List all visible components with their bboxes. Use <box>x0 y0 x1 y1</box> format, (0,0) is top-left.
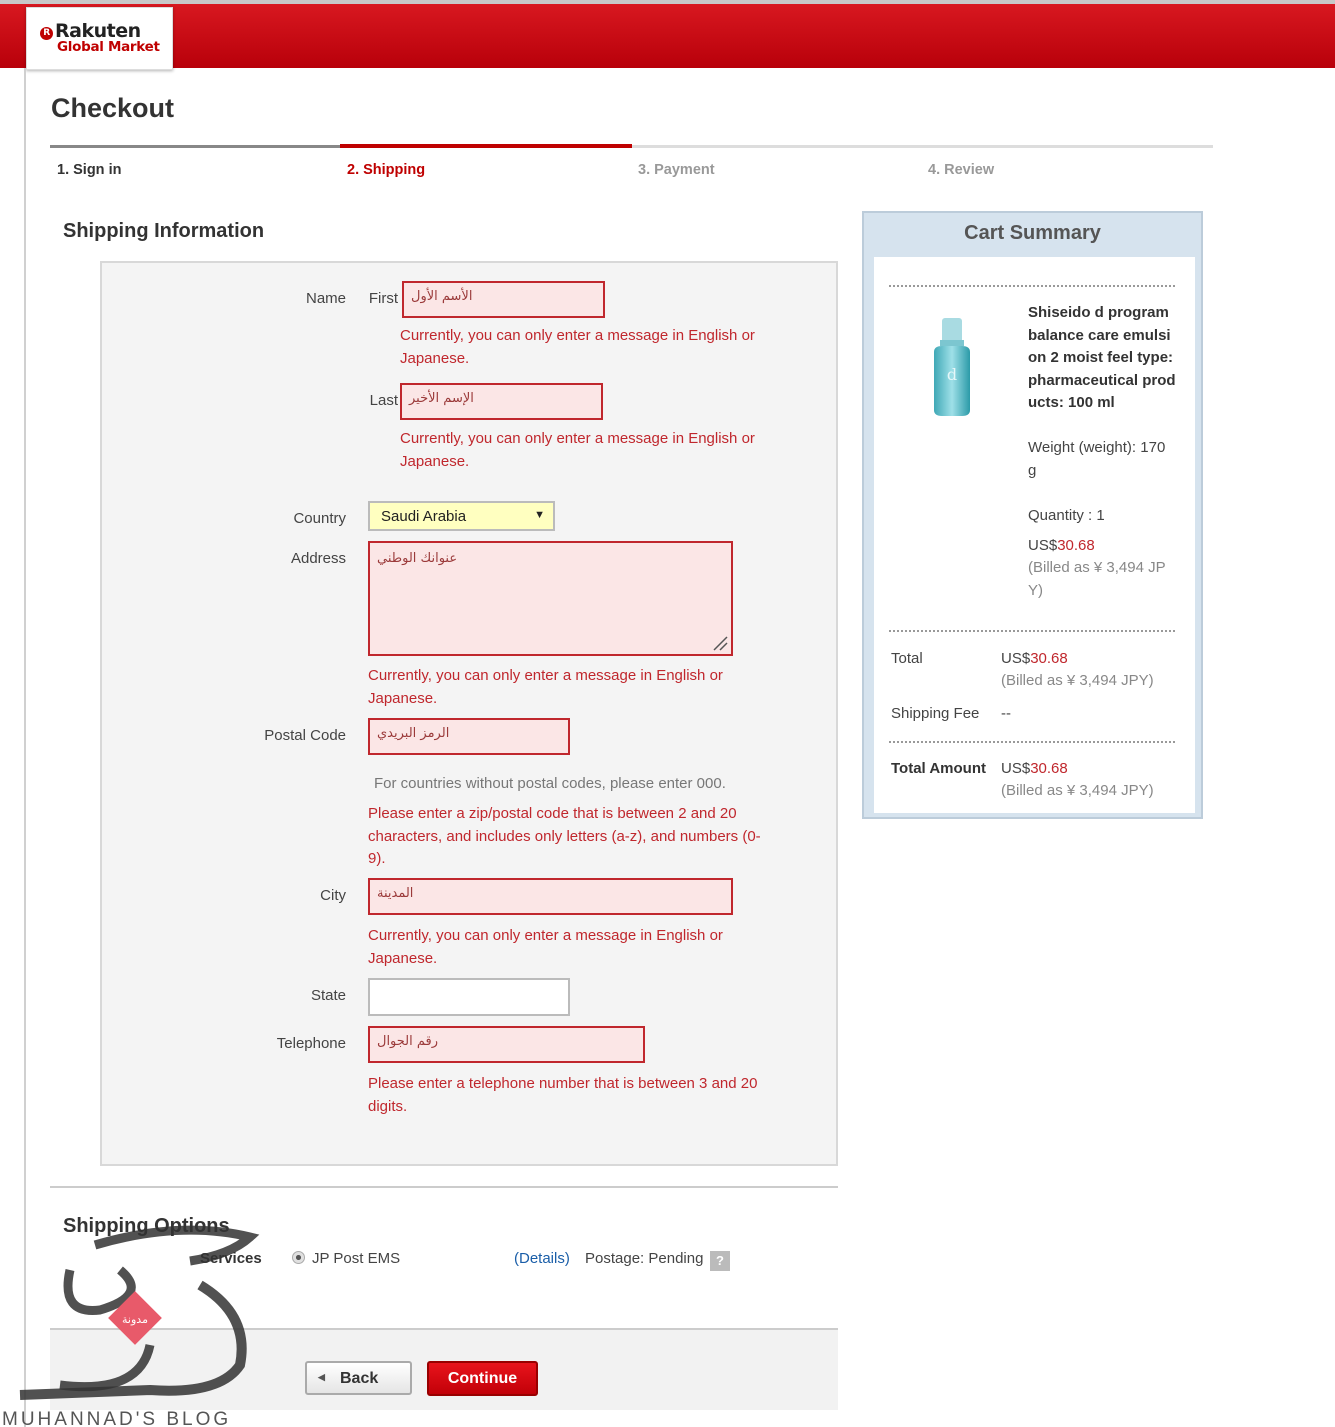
blog-watermark <box>0 1225 270 1427</box>
shipping-fee-value: -- <box>1001 705 1011 722</box>
back-button[interactable] <box>305 1361 412 1395</box>
page-title: Checkout <box>51 93 175 123</box>
product-weight-line2: g <box>1028 461 1037 479</box>
first-name-error-line1: Currently, you can only enter a message in English or <box>400 327 755 344</box>
product-billed-line1: (Billed as ¥ 3,494 JP <box>1028 559 1166 576</box>
services-label: Services <box>200 1250 262 1267</box>
step-review: 4. Review <box>928 162 995 178</box>
telephone-label: Telephone <box>276 1035 346 1052</box>
city-label: City <box>320 887 346 904</box>
total-value: US$30.68 <box>1001 650 1068 667</box>
cart-divider <box>889 630 1175 632</box>
first-name-error-line2: Japanese. <box>400 349 470 367</box>
ems-radio[interactable] <box>292 1251 305 1264</box>
last-name-label: Last <box>369 392 398 409</box>
total-amount-value: US$30.68 <box>1001 760 1068 777</box>
rakuten-mark-icon: R <box>40 27 53 40</box>
telephone-error-line2: digits. <box>368 1097 408 1115</box>
name-label: Name <box>305 290 346 307</box>
postal-code-label: Postal Code <box>264 727 346 744</box>
postal-error-line3: 9). <box>368 850 386 867</box>
city-input[interactable]: المدينة <box>368 878 733 915</box>
total-amount-billed: (Billed as ¥ 3,494 JPY) <box>1001 782 1154 799</box>
product-billed-line2: Y) <box>1028 581 1043 599</box>
postal-error-line1: Please enter a zip/postal code that is between 2 and 20 <box>368 805 737 822</box>
ems-service-label: JP Post EMS <box>312 1250 401 1267</box>
top-header-bar <box>0 0 1335 68</box>
step-sign-in: 1. Sign in <box>57 162 122 178</box>
continue-button[interactable]: Continue <box>427 1361 538 1396</box>
address-label: Address <box>290 550 346 567</box>
postal-code-input[interactable]: الرمز البريدي <box>368 718 570 755</box>
address-error-line1: Currently, you can only enter a message in English or <box>368 667 723 684</box>
resize-grip-icon[interactable] <box>712 635 728 651</box>
product-quantity: Quantity : 1 <box>1028 507 1105 524</box>
product-name-line5[interactable]: ucts: 100 ml <box>1028 394 1115 411</box>
logo-line2: Global Market <box>57 39 160 55</box>
product-image[interactable] <box>920 312 984 420</box>
address-error-line2: Japanese. <box>368 689 438 707</box>
postage-status: Postage: Pending <box>585 1250 704 1267</box>
total-billed: (Billed as ¥ 3,494 JPY) <box>1001 672 1154 689</box>
last-name-input[interactable]: الإسم الأخير <box>400 383 603 420</box>
details-link[interactable]: (Details) <box>514 1250 570 1267</box>
telephone-error-line1: Please enter a telephone number that is between 3 and 20 <box>368 1075 758 1092</box>
first-name-label: First <box>368 290 398 307</box>
address-textarea[interactable] <box>368 541 733 656</box>
logo-line1: Rakuten <box>55 20 141 42</box>
product-name-line4[interactable]: pharmaceutical prod <box>1028 371 1176 389</box>
product-name-line2[interactable]: balance care emulsi <box>1028 326 1171 344</box>
city-error-line1: Currently, you can only enter a message in English or <box>368 927 723 944</box>
product-name-line3[interactable]: on 2 moist feel type: <box>1028 349 1174 366</box>
rakuten-logo[interactable] <box>26 7 173 70</box>
progress-active <box>340 144 632 148</box>
watermark-text: MUHANNAD'S BLOG <box>2 1409 232 1427</box>
section-divider <box>50 1186 838 1188</box>
product-name-line1[interactable]: Shiseido d program <box>1028 304 1169 321</box>
dropdown-arrow-icon: ▼ <box>534 509 545 521</box>
country-select[interactable] <box>368 501 555 531</box>
shipping-options-title: Shipping Options <box>63 1215 230 1237</box>
progress-done <box>50 145 340 148</box>
step-shipping: 2. Shipping <box>347 162 426 178</box>
product-weight-line1: Weight (weight): 170 <box>1028 439 1166 456</box>
state-input[interactable] <box>368 978 570 1016</box>
cart-divider <box>889 741 1175 743</box>
postal-code-hint: For countries without postal codes, please enter 000. <box>374 775 726 792</box>
cart-divider <box>889 285 1175 287</box>
watermark-badge-text: مدونة <box>122 1313 148 1326</box>
cart-summary-title: Cart Summary <box>964 222 1101 244</box>
telephone-input[interactable]: رقم الجوال <box>368 1026 645 1063</box>
city-error-line2: Japanese. <box>368 949 438 967</box>
last-name-error-line2: Japanese. <box>400 452 470 470</box>
state-label: State <box>310 987 346 1004</box>
back-button-label: Back <box>340 1370 379 1387</box>
total-label: Total <box>891 650 923 667</box>
total-amount-label: Total Amount <box>891 760 986 777</box>
product-price: US$30.68 <box>1028 537 1095 554</box>
shipping-info-title: Shipping Information <box>63 220 265 242</box>
step-payment: 3. Payment <box>638 162 715 178</box>
country-label: Country <box>293 510 346 527</box>
svg-text:d: d <box>946 365 958 384</box>
first-name-input[interactable]: الأسم الأول <box>402 281 605 318</box>
country-selected-value: Saudi Arabia <box>381 508 467 525</box>
page-left-border <box>24 68 26 1427</box>
shipping-fee-label: Shipping Fee <box>891 705 980 722</box>
address-value: عنوانك الوطني <box>377 551 458 566</box>
help-icon[interactable]: ? <box>710 1251 730 1271</box>
postal-error-line2: characters, and includes only letters (a-z), and numbers (0- <box>368 827 761 845</box>
back-arrow-icon: ◀ <box>318 1372 325 1382</box>
last-name-error-line1: Currently, you can only enter a message in English or <box>400 430 755 447</box>
